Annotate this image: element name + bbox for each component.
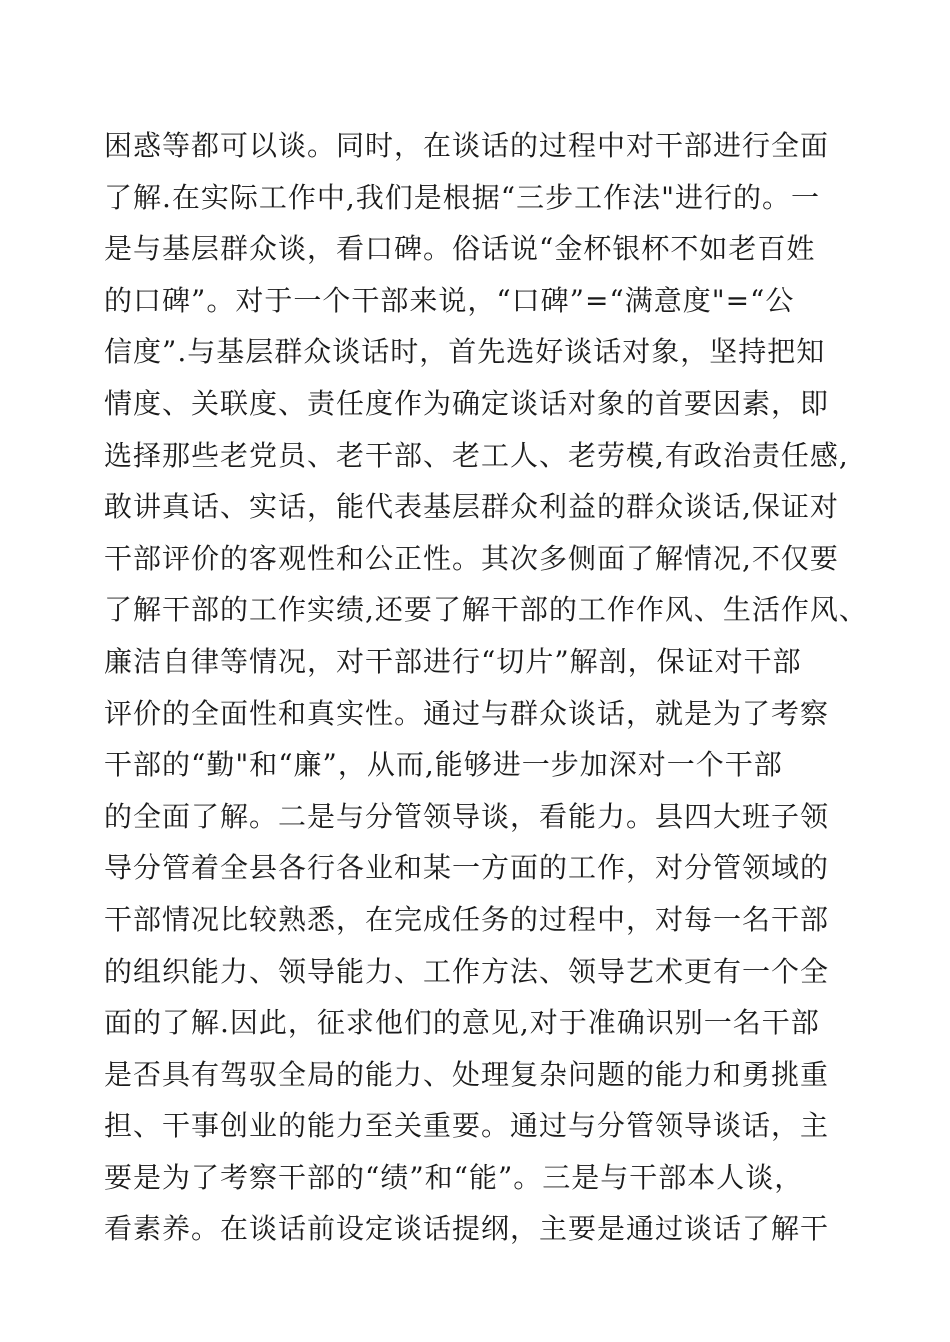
text-line-4: 的口碑”。对于一个干部来说，“口碑”=“满意度"=“公 bbox=[104, 283, 795, 317]
text-line-6: 情度、关联度、责任度作为确定谈话对象的首要因素，即 bbox=[104, 386, 830, 420]
text-line-8: 敢讲真话、实话，能代表基层群众利益的群众谈话,保证对 bbox=[104, 490, 839, 524]
text-line-12: 评价的全面性和真实性。通过与群众谈话，就是为了考察 bbox=[104, 696, 830, 730]
text-line-22: 看素养。在谈话前设定谈话提纲，主要是通过谈话了解干 bbox=[104, 1212, 830, 1246]
text-line-16: 干部情况比较熟悉，在完成任务的过程中，对每一名干部 bbox=[104, 902, 830, 936]
text-line-14: 的全面了解。二是与分管领导谈，看能力。县四大班子领 bbox=[104, 799, 830, 833]
text-line-5: 信度”.与基层群众谈话时，首先选好谈话对象，坚持把知 bbox=[104, 335, 826, 369]
text-line-18: 面的了解.因此，征求他们的意见,对于准确识别一名干部 bbox=[104, 1006, 820, 1040]
text-line-3: 是与基层群众谈，看口碑。俗话说“金杯银杯不如老百姓 bbox=[104, 232, 816, 266]
text-line-2: 了解.在实际工作中,我们是根据“三步工作法"进行的。一 bbox=[104, 180, 820, 214]
text-line-17: 的组织能力、领导能力、工作方法、领导艺术更有一个全 bbox=[104, 954, 830, 988]
text-line-1: 困惑等都可以谈。同时，在谈话的过程中对干部进行全面 bbox=[104, 129, 830, 162]
text-line-13: 干部的“勤"和“廉”，从而,能够进一步加深对一个干部 bbox=[104, 748, 783, 782]
text-line-11: 廉洁自律等情况，对干部进行“切片”解剖，保证对干部 bbox=[104, 644, 802, 678]
text-line-7: 选择那些老党员、老干部、老工人、老劳模,有政治责任感, bbox=[104, 438, 849, 472]
text-line-15: 导分管着全县各行各业和某一方面的工作，对分管领域的 bbox=[104, 851, 830, 885]
text-line-20: 担、干事创业的能力至关重要。通过与分管领导谈话，主 bbox=[104, 1109, 830, 1143]
body-text bbox=[104, 120, 868, 1255]
text-line-9: 干部评价的客观性和公正性。其次多侧面了解情况,不仅要 bbox=[104, 541, 839, 575]
text-line-19: 是否具有驾驭全局的能力、处理复杂问题的能力和勇挑重 bbox=[104, 1057, 830, 1091]
text-line-10: 了解干部的工作实绩,还要了解干部的工作作风、生活作风、 bbox=[104, 593, 868, 627]
text-line-21: 要是为了考察干部的“绩”和“能”。三是与干部本人谈， bbox=[104, 1160, 804, 1194]
